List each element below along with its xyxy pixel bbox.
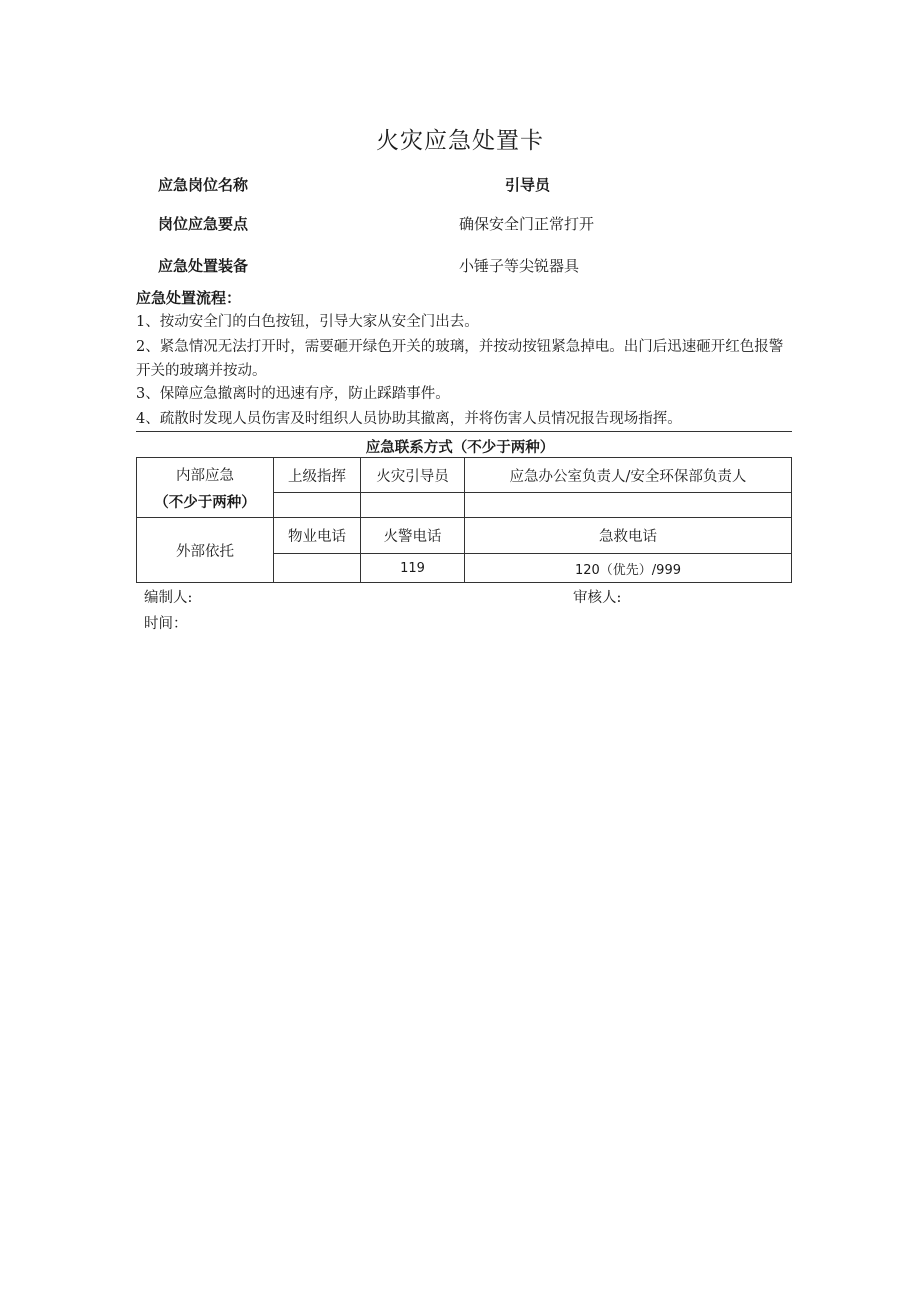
- value-emergency-office: [465, 493, 792, 518]
- equipment-label: 应急处置装备: [158, 257, 249, 275]
- external-label: 外部依托: [176, 543, 234, 560]
- contacts-table: [136, 457, 792, 583]
- header-emergency-office: 应急办公室负责人/安全环保部负责人: [465, 458, 792, 493]
- time-label: 时间：: [144, 616, 188, 632]
- reviewer-label: 审核人:: [573, 590, 622, 606]
- value-fire-alarm-phone: 119: [361, 554, 465, 583]
- external-header-row: [137, 518, 792, 554]
- post-key-points-label: 岗位应急要点: [158, 215, 249, 233]
- section-divider: [136, 431, 792, 432]
- author-label: 编制人:: [144, 590, 193, 606]
- external-label-cell: [137, 518, 274, 583]
- header-first-aid-phone: 急救电话: [465, 518, 792, 554]
- post-name-label: 应急岗位名称: [158, 176, 249, 194]
- internal-label: 内部应急: [176, 467, 234, 484]
- header-superior-command: 上级指挥: [274, 458, 361, 493]
- equipment-value: 小锤子等尖锐器具: [459, 257, 580, 275]
- internal-label-cell: [137, 458, 274, 518]
- procedure-step-1: 1、按动安全门的白色按钮，引导大家从安全门出去。: [136, 314, 479, 330]
- header-property-phone: 物业电话: [274, 518, 361, 554]
- contacts-title: 应急联系方式（不少于两种）: [365, 440, 555, 456]
- value-first-aid-phone: 120（优先）/999: [465, 554, 792, 583]
- value-fire-guide: [361, 493, 465, 518]
- procedure-step-3: 3、保障应急撤离时的迅速有序，防止踩踏事件。: [136, 386, 450, 402]
- internal-header-row: [137, 458, 792, 493]
- header-fire-guide: 火灾引导员: [361, 458, 465, 493]
- value-superior-command: [274, 493, 361, 518]
- header-fire-alarm-phone: 火警电话: [361, 518, 465, 554]
- internal-sublabel: （不少于两种）: [154, 494, 256, 511]
- post-key-points-value: 确保安全门正常打开: [459, 215, 595, 233]
- procedure-heading: 应急处置流程：: [136, 289, 242, 307]
- procedure-step-2: 2、紧急情况无法打开时，需要砸开绿色开关的玻璃，并按动按钮紧急掉电。出门后迅速砸开红色报警开关的玻璃并按动。: [136, 339, 784, 379]
- value-property-phone: [274, 554, 361, 583]
- post-name-value: 引导员: [505, 176, 551, 194]
- procedure-step-4: 4、疏散时发现人员伤害及时组织人员协助其撤离，并将伤害人员情况报告现场指挥。: [136, 411, 682, 427]
- document-title: 火灾应急处置卡: [376, 128, 544, 154]
